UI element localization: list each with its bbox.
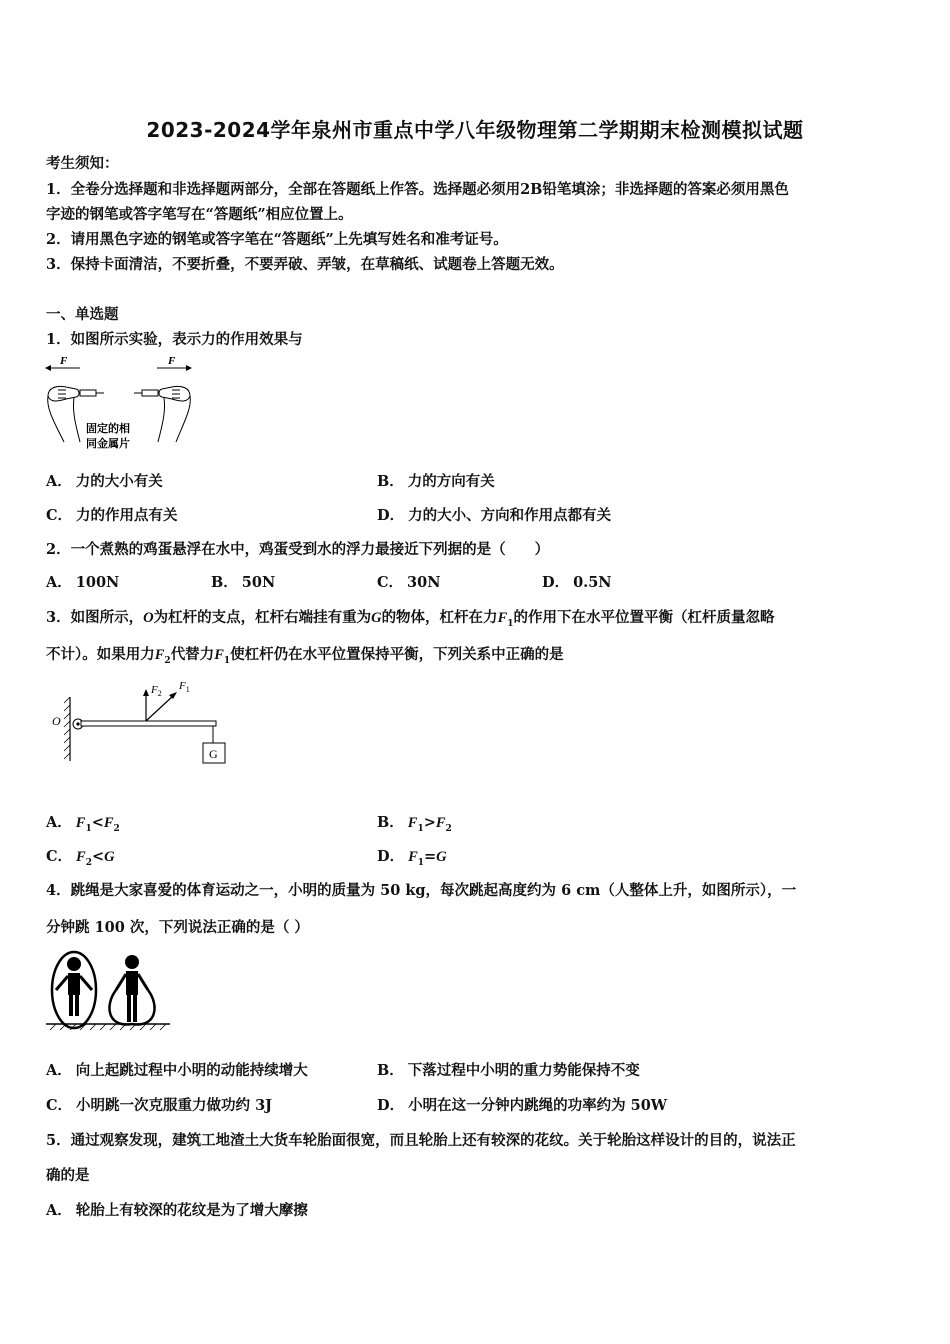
question-1-option-a[interactable]: A． 力的大小有关 [46,473,163,490]
question-2-option-a[interactable]: A． 100N [46,574,120,591]
question-5-stem-line2: 确的是 [46,1167,90,1184]
force-label-left: F [60,355,68,367]
notice-heading: 考生须知： [46,155,119,172]
weight-label: G [209,747,218,761]
force-f1-label: $F_1$ [179,680,190,694]
person-jumping-icon [52,952,96,1028]
lever-bar [81,721,216,726]
question-4-option-c[interactable]: C． 小明跳一次克服重力做功约 3J [46,1097,273,1114]
question-4-stem-line1: 4．跳绳是大家喜爱的体育运动之一，小明的质量为 50 kg，每次跳起高度约为 6 cm（人整体上升，如图所示），一 [46,882,797,899]
figure-label-line2: 同金属片 [86,438,130,450]
page-title: 2023-2024学年泉州市重点中学八年级物理第二学期期末检测模拟试题 [146,118,804,142]
pivot-label: O [52,714,61,728]
question-3-option-d[interactable]: D． $F_1=G$ [377,848,447,868]
right-hand-icon [158,386,190,442]
question-3-stem-line2: 不计）。如果用力$F_2$代替力$F_1$使杠杆仍在水平位置保持平衡，下列关系中正确的是 [46,646,564,666]
question-5-option-a[interactable]: A． 轮胎上有较深的花纹是为了增大摩擦 [46,1202,308,1219]
question-3-option-a[interactable]: A． $F_1<F_2$ [46,814,120,834]
notice-item: 字迹的钢笔或答字笔写在“答题纸”相应位置上。 [46,206,353,223]
notice-item: 2．请用黑色字迹的钢笔或答字笔在“答题纸”上先填写姓名和准考证号。 [46,231,508,248]
question-3-stem-line1: 3．如图所示，O为杠杆的支点，杠杆右端挂有重为G的物体，杠杆在力$F_1$的作用下在水平位置平衡（杠杆质量忽略 [46,609,775,629]
question-4-option-a[interactable]: A． 向上起跳过程中小明的动能持续增大 [46,1062,308,1079]
question-4-stem-line2: 分钟跳 100 次，下列说法正确的是（ ） [46,919,309,936]
question-2-option-b[interactable]: B． 50N [211,574,276,591]
question-4-option-d[interactable]: D． 小明在这一分钟内跳绳的功率约为 50W [377,1097,668,1114]
metal-sheet-left [80,390,96,396]
question-1-option-d[interactable]: D． 力的大小、方向和作用点都有关 [377,507,612,524]
question-3-option-b[interactable]: B． $F_1>F_2$ [377,814,452,834]
figure-label-line1: 固定的相 [86,423,130,435]
question-2-option-c[interactable]: C． 30N [377,574,441,591]
question-1-stem: 1．如图所示实验，表示力的作用效果与 [46,331,303,348]
notice-item: 3．保持卡面清洁，不要折叠，不要弄破、弄皱，在草稿纸、试题卷上答题无效。 [46,256,564,273]
metal-sheet-right [142,390,158,396]
question-1-figure [42,352,212,457]
force-f1-arrow [146,695,174,721]
wall-hatching [64,697,70,759]
force-f2-label: $F_2$ [151,684,162,698]
force-label-right: F [168,355,176,367]
question-2-stem: 2．一个煮熟的鸡蛋悬浮在水中，鸡蛋受到水的浮力最接近下列据的是（ ） [46,541,550,558]
person-standing-icon [109,955,154,1024]
question-4-jump-rope-figure [44,946,174,1032]
notice-item: 1．全卷分选择题和非选择题两部分，全部在答题纸上作答。选择题必须用2B铅笔填涂；非选择题的答案必须用黑色 [46,181,789,198]
question-4-option-b[interactable]: B． 下落过程中小明的重力势能保持不变 [377,1062,640,1079]
left-hand-icon [48,386,80,442]
question-1-option-c[interactable]: C． 力的作用点有关 [46,507,178,524]
question-3-option-c[interactable]: C． $F_2<G$ [46,848,115,868]
section-heading: 一、单选题 [46,306,119,323]
question-1-option-b[interactable]: B． 力的方向有关 [377,473,495,490]
question-3-lever-figure [48,677,238,772]
question-5-stem-line1: 5．通过观察发现，建筑工地渣土大货车轮胎面很宽，而且轮胎上还有较深的花纹。关于轮胎这样设计的目的，说法正 [46,1132,796,1149]
question-2-option-d[interactable]: D． 0.5N [542,574,612,591]
